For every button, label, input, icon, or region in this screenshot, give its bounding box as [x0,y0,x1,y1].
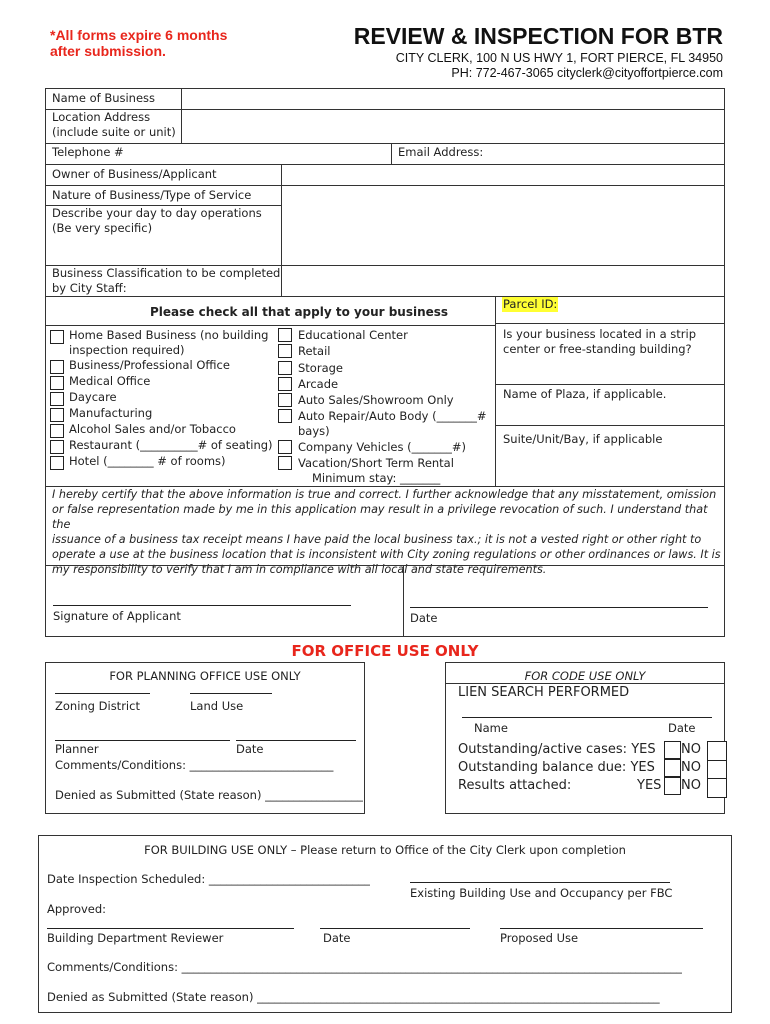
describe-label [52,206,262,236]
strip-center-question-line1: Is your business located in a strip [503,327,697,341]
planner-date-line[interactable] [236,740,356,741]
proposed-use-label: Proposed Use [500,931,579,945]
classification-label [52,266,280,296]
option-company-vehicles: Company Vehicles (_______#) [298,440,466,454]
office-use-heading: FOR OFFICE USE ONLY [291,642,479,660]
signature-date-line[interactable] [410,607,708,608]
option-daycare: Daycare [69,390,117,404]
checkbox-company-vehicles[interactable] [278,440,292,454]
reviewer-date-label: Date [323,931,351,945]
classification-label-line1: Business Classification to be completed [52,266,281,280]
option-vacation-rental-line2: Minimum stay: _______ [312,471,441,485]
strip-center-field[interactable] [496,360,724,384]
lien-name-label: Name [474,721,508,735]
proposed-use-line[interactable] [500,928,703,929]
option-vacation-rental [298,456,454,486]
option-restaurant: Restaurant (__________# of seating) [69,438,273,452]
clerk-contact: PH: 772-467-3065 cityclerk@cityoffortpierce.com [451,66,723,80]
describe-label-line1: Describe your day to day operations [52,206,262,220]
option-home-based-line2: inspection required) [69,343,185,357]
classification-label-line2: by City Staff: [52,281,127,295]
signature-label: Signature of Applicant [53,609,181,623]
strip-center-question-line2: center or free-standing building? [503,342,692,356]
location-address-label [52,110,176,140]
outstanding-cases-no-box[interactable] [707,741,727,761]
checkbox-arcade[interactable] [278,377,292,391]
outstanding-balance-yes-box[interactable] [664,759,681,777]
describe-label-line2: (Be very specific) [52,221,153,235]
option-alcohol-tobacco: Alcohol Sales and/or Tobacco [69,422,236,436]
location-address-label-line2: (include suite or unit) [52,125,176,139]
planning-denied-label: Denied as Submitted (State reason) _________________ [55,788,363,802]
checkbox-educational-center[interactable] [278,328,292,342]
classification-field[interactable] [282,266,724,296]
expiry-notice-line1: *All forms expire 6 months [50,27,228,43]
telephone-label: Telephone # [52,145,124,159]
plaza-name-field[interactable] [496,402,724,424]
checkbox-restaurant[interactable] [50,440,64,454]
outstanding-cases-no-label: NO [681,742,701,757]
approved-label: Approved: [47,902,107,916]
checkbox-auto-sales[interactable] [278,393,292,407]
option-hotel: Hotel (________ # of rooms) [69,454,226,468]
parcel-id-label: Parcel ID: [503,297,558,311]
option-manufacturing: Manufacturing [69,406,153,420]
building-use-box [38,835,732,1013]
code-office-title: FOR CODE USE ONLY [524,669,646,683]
land-use-label: Land Use [190,699,244,713]
suite-unit-label: Suite/Unit/Bay, if applicable [503,432,663,446]
clerk-address: CITY CLERK, 100 N US HWY 1, FORT PIERCE, FL 34950 [395,51,723,65]
telephone-field[interactable] [150,144,390,163]
email-label: Email Address: [398,145,484,159]
certification-line1: I hereby certify that the above information is true and correct. I further acknowledge that any misstatement, omission [52,488,717,501]
results-attached-yes-box[interactable] [664,777,681,795]
email-field[interactable] [490,144,724,163]
certification-line5: my responsibility to verify that I am in compliance with all local and state requirements. [52,563,547,576]
strip-center-question [503,327,696,357]
location-address-field[interactable] [182,110,724,143]
checkbox-alcohol-tobacco[interactable] [50,424,64,438]
checkbox-manufacturing[interactable] [50,408,64,422]
checkbox-daycare[interactable] [50,392,64,406]
planning-office-title: FOR PLANNING OFFICE USE ONLY [109,669,301,683]
planning-comments-label: Comments/Conditions: _________________________ [55,758,334,772]
building-denied-label: Denied as Submitted (State reason) ______________________________________________________________________ [47,990,660,1004]
option-vacation-rental-line1: Vacation/Short Term Rental [298,456,454,470]
results-attached-no-box[interactable] [707,778,727,798]
reviewer-label: Building Department Reviewer [47,931,224,945]
checkbox-home-based[interactable] [50,330,64,344]
option-arcade: Arcade [298,377,339,391]
checklist-heading: Please check all that apply to your business [150,305,449,319]
reviewer-line[interactable] [47,928,294,929]
location-address-label-line1: Location Address [52,110,151,124]
suite-unit-field[interactable] [496,448,724,484]
results-attached-yes-label: YES [637,778,662,793]
business-name-label: Name of Business [52,91,156,105]
existing-use-line[interactable] [410,882,670,883]
existing-use-label: Existing Building Use and Occupancy per FBC [410,886,673,900]
checkbox-professional-office[interactable] [50,360,64,374]
option-medical-office: Medical Office [69,374,151,388]
checkbox-vacation-rental[interactable] [278,456,292,470]
checkbox-storage[interactable] [278,361,292,375]
outstanding-balance-no-box[interactable] [707,760,727,780]
planner-line[interactable] [55,740,230,741]
owner-label: Owner of Business/Applicant [52,167,217,181]
outstanding-balance-label: Outstanding balance due: YES [458,760,655,775]
checkbox-hotel[interactable] [50,456,64,470]
option-auto-repair-line1: Auto Repair/Auto Body (_______# [298,409,487,423]
checkbox-retail[interactable] [278,344,292,358]
outstanding-balance-no-label: NO [681,760,701,775]
certification-line2: or false representation made by me in this application may result in a privilege revocation of such. I understand that the [52,503,708,531]
option-storage: Storage [298,361,343,375]
option-home-based-line1: Home Based Business (no building [69,328,269,342]
zoning-district-line[interactable] [55,693,150,694]
nature-description-field[interactable] [282,186,724,265]
certification-line4: operate a use at the business location that is inconsistent with City zoning regulations or other ordinances or laws. It is [52,548,721,561]
certification-statement [52,487,722,577]
results-attached-label: Results attached: [458,778,572,793]
signature-line[interactable] [53,605,351,606]
nature-label: Nature of Business/Type of Service [52,188,252,202]
inspection-scheduled-label: Date Inspection Scheduled: ____________________________ [47,872,370,886]
option-home-based [69,328,268,358]
land-use-line[interactable] [190,693,272,694]
owner-field[interactable] [282,165,724,185]
certification-line3: issuance of a business tax receipt means I have paid the local business tax.; it is not a vested right or other right to [52,533,702,546]
outstanding-cases-label: Outstanding/active cases: YES [458,742,656,757]
signature-date-label: Date [410,611,438,625]
checkbox-auto-repair[interactable] [278,409,292,423]
lien-date-label: Date [668,721,696,735]
lien-search-line[interactable] [462,717,712,718]
lien-search-label: LIEN SEARCH PERFORMED [458,685,630,700]
option-auto-repair-line2: bays) [298,424,330,438]
building-use-title: FOR BUILDING USE ONLY – Please return to Office of the City Clerk upon completion [144,843,626,857]
option-professional-office: Business/Professional Office [69,358,230,372]
planner-label: Planner [55,742,99,756]
expiry-notice-line2: after submission. [50,43,166,59]
checkbox-medical-office[interactable] [50,376,64,390]
zoning-district-label: Zoning District [55,699,140,713]
form-title: REVIEW & INSPECTION FOR BTR [353,23,723,49]
reviewer-date-line[interactable] [320,928,470,929]
planner-date-label: Date [236,742,264,756]
business-name-field[interactable] [182,89,724,109]
outstanding-cases-yes-box[interactable] [664,741,681,759]
option-educational-center: Educational Center [298,328,408,342]
option-auto-sales: Auto Sales/Showroom Only [298,393,454,407]
option-auto-repair [298,409,486,439]
results-attached-no-label: NO [681,778,701,793]
option-retail: Retail [298,344,331,358]
plaza-name-label: Name of Plaza, if applicable. [503,387,667,401]
building-comments-label: Comments/Conditions: _______________________________________________________________________________________ [47,960,682,974]
expiry-notice [50,27,227,59]
